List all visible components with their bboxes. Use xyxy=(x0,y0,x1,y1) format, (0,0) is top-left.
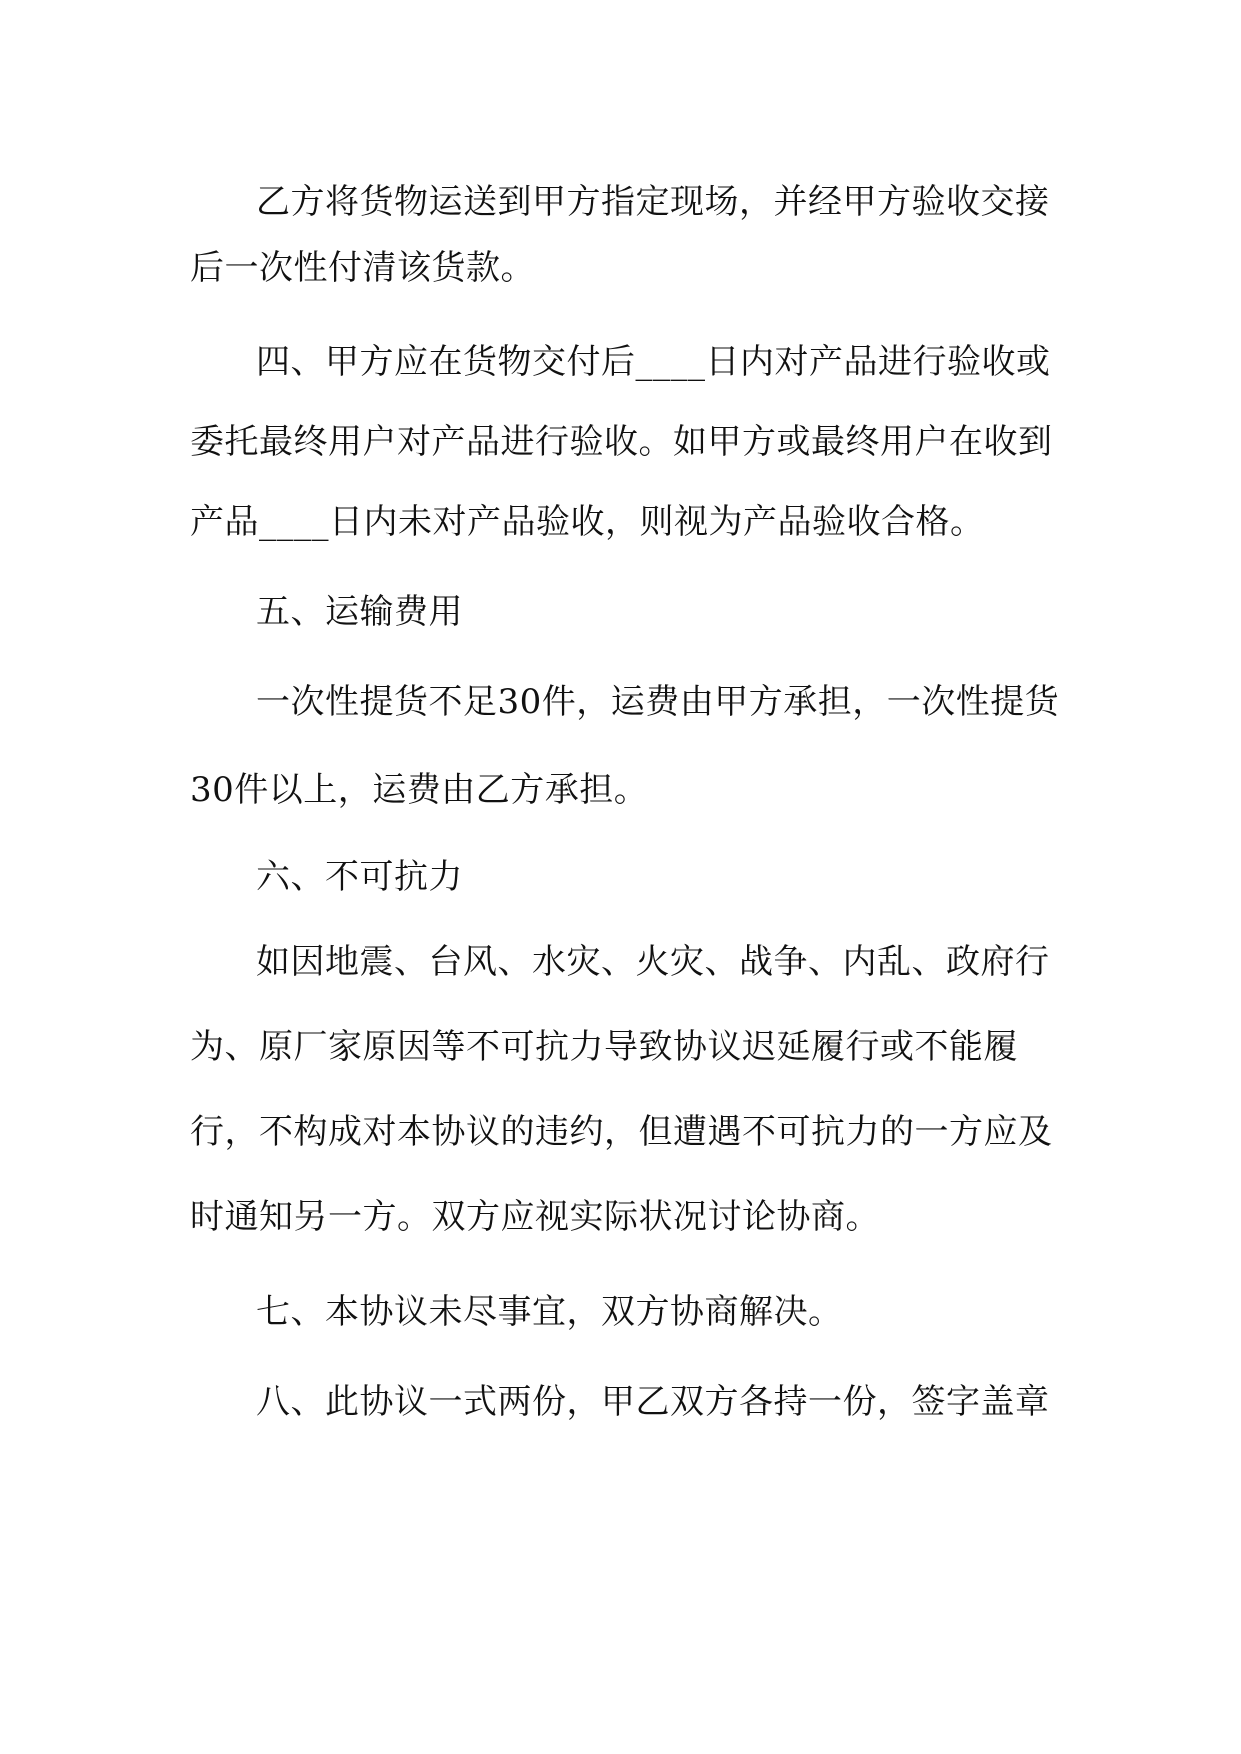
section-heading-six: 六、不可抗力 xyxy=(256,857,463,897)
paragraph-line: 30件以上，运费由乙方承担。 xyxy=(190,770,649,810)
paragraph-line: 如因地震、台风、水灾、火灾、战争、内乱、政府行 xyxy=(256,942,1050,982)
clause-eight-line: 八、此协议一式两份，甲乙双方各持一份，签字盖章 xyxy=(256,1382,1050,1422)
paragraph-line: 后一次性付清该货款。 xyxy=(190,248,535,288)
paragraph-line: 时通知另一方。双方应视实际状况讨论协商。 xyxy=(190,1197,880,1237)
paragraph-line: 委托最终用户对产品进行验收。如甲方或最终用户在收到 xyxy=(190,422,1053,462)
clause-four-line: 四、甲方应在货物交付后____日内对产品进行验收或 xyxy=(256,342,1051,382)
paragraph-line: 一次性提货不足30件，运费由甲方承担，一次性提货 xyxy=(256,682,1060,722)
paragraph-line: 行，不构成对本协议的违约，但遭遇不可抗力的一方应及 xyxy=(190,1112,1053,1152)
section-heading-five: 五、运输费用 xyxy=(256,592,463,632)
clause-seven-line: 七、本协议未尽事宜，双方协商解决。 xyxy=(256,1292,843,1332)
paragraph-line: 乙方将货物运送到甲方指定现场，并经甲方验收交接 xyxy=(256,182,1050,222)
paragraph-line: 产品____日内未对产品验收，则视为产品验收合格。 xyxy=(190,502,985,542)
paragraph-line: 为、原厂家原因等不可抗力导致协议迟延履行或不能履 xyxy=(190,1027,1018,1067)
